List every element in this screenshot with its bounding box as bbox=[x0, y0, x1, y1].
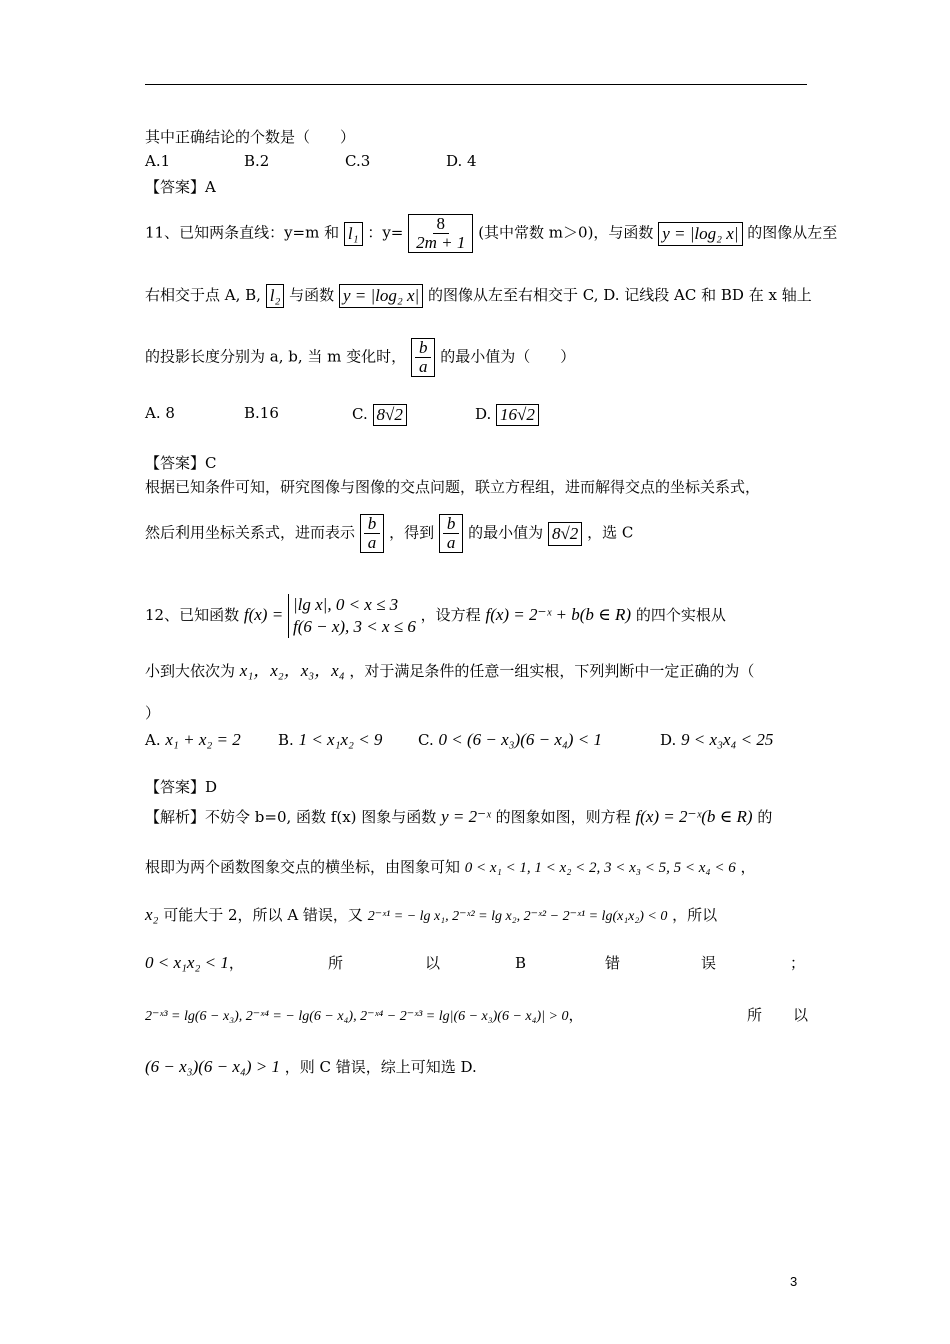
q12-sol-4-formula: 0 < x₁x₂ < 1 bbox=[145, 953, 229, 972]
q12-sol-4h: ； bbox=[790, 954, 806, 972]
q11-option-c-label: C. bbox=[352, 405, 368, 423]
q12-option-b-formula: 1 < x₁x₂ < 9 bbox=[298, 730, 383, 749]
q11-fraction-den: 2m + 1 bbox=[416, 233, 466, 252]
q11-text-2c: 的图像从左至右相交于 C, D. 记线段 AC 和 BD 在 x 轴上 bbox=[428, 286, 812, 304]
q12-sol-2-formula: 0 < x₁ < 1, 1 < x₂ < 2, 3 < x₃ < 5, 5 < x₄ < 6 bbox=[464, 860, 736, 876]
q12-sol-4f: 错 bbox=[605, 954, 621, 972]
q12-option-a-formula: x₁ + x₂ = 2 bbox=[165, 730, 241, 749]
page-number: 3 bbox=[790, 1274, 798, 1289]
q10-option-b: B.2 bbox=[244, 152, 270, 170]
q11-ratio-num: b bbox=[415, 339, 432, 358]
q11-explanation-1: 根据已知条件可知，研究图像与图像的交点问题，联立方程组，进而解得交点的坐标关系式， bbox=[145, 478, 761, 496]
q12-sol-6b: ，则 C 错误，综上可知选 D. bbox=[284, 1058, 477, 1076]
q11-exp-ratio-2 bbox=[443, 515, 460, 552]
q10-option-a: A.1 bbox=[145, 152, 171, 170]
q12-line-1 bbox=[145, 594, 726, 638]
q11-text-3a: 的投影长度分别为 a, b, 当 m 变化时， bbox=[145, 347, 407, 366]
q11-exp-2b: ，得到 bbox=[389, 523, 435, 542]
q11-option-c-value: 8√2 bbox=[373, 404, 407, 426]
q11-fraction-box bbox=[408, 214, 473, 253]
q12-cond-a: ，设方程 bbox=[420, 606, 481, 624]
q12-option-c-formula: 0 < (6 − x₃)(6 − x₄) < 1 bbox=[438, 730, 602, 749]
q12-sol-3a: 可能大于 2，所以 A 错误，又 bbox=[163, 906, 363, 924]
q11-line-1 bbox=[145, 214, 837, 253]
q11-text-3b: 的最小值为（ ） bbox=[440, 347, 576, 366]
q11-option-a: A. 8 bbox=[145, 404, 175, 422]
q11-fraction bbox=[412, 215, 469, 252]
q12-option-d-label: D. bbox=[660, 731, 677, 749]
q10-question-line: 其中正确结论的个数是（ ） bbox=[145, 128, 356, 146]
q12-option-b bbox=[278, 730, 382, 750]
q11-ratio bbox=[415, 339, 432, 376]
q11-exp-2a: 然后利用坐标关系式，进而表示 bbox=[145, 523, 356, 542]
q12-sol-1a: 【解析】不妨令 b=0, 函数 f(x) 图象与函数 bbox=[145, 808, 437, 826]
q11-exp-ratio-box-2 bbox=[439, 514, 464, 553]
q12-sol-3-formula: 2⁻ˣ¹ = − lg x₁, 2⁻ˣ² = lg x₂, 2⁻ˣ² − 2⁻ˣ¹ = lg(x₁x₂) < 0 bbox=[367, 909, 668, 924]
q12-sol-5d: 以 bbox=[793, 1006, 809, 1024]
q11-exp-value: 8√2 bbox=[548, 522, 582, 546]
q11-explanation-2 bbox=[145, 514, 633, 553]
q12-sol-1-formula: y = 2⁻ˣ bbox=[441, 807, 491, 826]
q11-ratio-box bbox=[411, 338, 436, 377]
q12-solution-1 bbox=[145, 806, 772, 828]
q11-l2-formula: l₂ bbox=[266, 284, 285, 308]
q12-equation: f(x) = 2⁻ˣ + b(b ∈ R) bbox=[485, 605, 632, 624]
q12-option-c-label: C. bbox=[418, 731, 434, 749]
q12-solution-2 bbox=[145, 856, 756, 879]
q10-option-c: C.3 bbox=[345, 152, 371, 170]
q11-text-1b: ：y= bbox=[367, 223, 404, 242]
q12-option-a-label: A. bbox=[145, 731, 161, 749]
q12-case-1: |lg x|, 0 < x ≤ 3 bbox=[292, 595, 399, 614]
q12-option-d bbox=[660, 730, 773, 750]
q12-case-2: f(6 − x), 3 < x ≤ 6 bbox=[292, 617, 416, 636]
q12-answer: 【答案】D bbox=[145, 778, 218, 796]
q11-exp-ratio-1-den: a bbox=[367, 533, 377, 552]
q12-sol-2b: ， bbox=[740, 858, 756, 876]
q12-sol-5c: 所 bbox=[747, 1006, 763, 1024]
q12-line-2b: ，对于满足条件的任意一组实根，下列判断中一定正确的为（ bbox=[349, 662, 755, 680]
q11-option-d bbox=[475, 404, 539, 426]
q12-cond-b: 的四个实根从 bbox=[635, 606, 726, 624]
q11-option-d-label: D. bbox=[475, 405, 492, 423]
q11-text-2a: 右相交于点 A, B, bbox=[145, 286, 261, 304]
q12-sol-1c: 的 bbox=[757, 808, 773, 826]
q11-option-d-value: 16√2 bbox=[496, 404, 539, 426]
q11-text-2b: 与函数 bbox=[289, 286, 335, 304]
q11-text-1d: 的图像从左至 bbox=[747, 223, 838, 242]
q11-l1-formula: l₁ bbox=[344, 222, 363, 246]
header-rule bbox=[145, 84, 807, 85]
q12-sol-3-x2: x₂ bbox=[145, 905, 159, 924]
q11-option-c bbox=[352, 404, 407, 426]
q12-solution-6 bbox=[145, 1056, 477, 1078]
q11-exp-ratio-1-num: b bbox=[364, 515, 381, 534]
q11-fraction-num: 8 bbox=[433, 215, 450, 234]
q11-text-1a: 11、已知两条直线：y=m 和 bbox=[145, 223, 340, 242]
q12-line-3: ） bbox=[145, 704, 161, 722]
q11-exp-ratio-2-den: a bbox=[446, 533, 456, 552]
q11-exp-ratio-1 bbox=[364, 515, 381, 552]
q10-answer: 【答案】A bbox=[145, 178, 216, 196]
q12-option-c bbox=[418, 730, 602, 750]
q12-option-a bbox=[145, 730, 241, 750]
q12-sol-4e: B bbox=[515, 954, 527, 972]
q12-sol-2a: 根即为两个函数图象交点的横坐标，由图象可知 bbox=[145, 858, 461, 876]
q12-piecewise bbox=[288, 594, 416, 638]
q12-line-2a: 小到大依次为 bbox=[145, 662, 236, 680]
q12-solution-4 bbox=[145, 952, 807, 974]
q12-sol-4d: 以 bbox=[425, 954, 441, 972]
q12-sol-5b: ， bbox=[568, 1006, 584, 1024]
q12-sol-1b: 的图象如图，则方程 bbox=[495, 808, 631, 826]
q12-sol-4c: 所 bbox=[328, 954, 344, 972]
q11-exp-2c: 的最小值为 bbox=[468, 523, 544, 542]
q11-func-formula: y = |log₂ x| bbox=[658, 222, 742, 246]
q11-exp-ratio-box-1 bbox=[360, 514, 385, 553]
q12-sol-4b: ， bbox=[228, 954, 244, 972]
q12-option-d-formula: 9 < x₃x₄ < 25 bbox=[681, 730, 774, 749]
q12-option-b-label: B. bbox=[278, 731, 294, 749]
q12-sol-6-formula: (6 − x₃)(6 − x₄) > 1 bbox=[145, 1057, 280, 1076]
q11-text-1c: (其中常数 m＞0)，与函数 bbox=[478, 223, 654, 242]
q12-fx: f(x) = bbox=[243, 605, 284, 624]
q12-sol-5-formula: 2⁻ˣ³ = lg(6 − x₃), 2⁻ˣ⁴ = − lg(6 − x₄), 2⁻ˣ⁴ − 2⁻ˣ³ = lg|(6 − x₃)(6 − x₄)| > 0 bbox=[145, 1009, 569, 1024]
q11-line-3 bbox=[145, 338, 575, 377]
q12-sol-3b: ，所以 bbox=[672, 906, 718, 924]
q12-line-2 bbox=[145, 660, 754, 682]
q12-sol-4g: 误 bbox=[701, 954, 717, 972]
q11-line-2 bbox=[145, 284, 812, 308]
q11-option-b: B.16 bbox=[244, 404, 279, 422]
q10-option-d: D. 4 bbox=[446, 152, 477, 170]
q11-exp-ratio-2-num: b bbox=[443, 515, 460, 534]
q12-solution-5 bbox=[145, 1004, 807, 1028]
q11-exp-2d: ，选 C bbox=[587, 523, 634, 542]
q11-func-formula-2: y = |log₂ x| bbox=[339, 284, 423, 308]
q11-ratio-den: a bbox=[418, 357, 428, 376]
q12-solution-3 bbox=[145, 904, 717, 928]
q12-sol-1-formula-2: f(x) = 2⁻ˣ(b ∈ R) bbox=[635, 807, 753, 826]
q12-intro: 12、已知函数 bbox=[145, 606, 240, 624]
q11-answer: 【答案】C bbox=[145, 454, 217, 472]
q12-roots: x₁，x₂，x₃，x₄ bbox=[239, 661, 345, 680]
